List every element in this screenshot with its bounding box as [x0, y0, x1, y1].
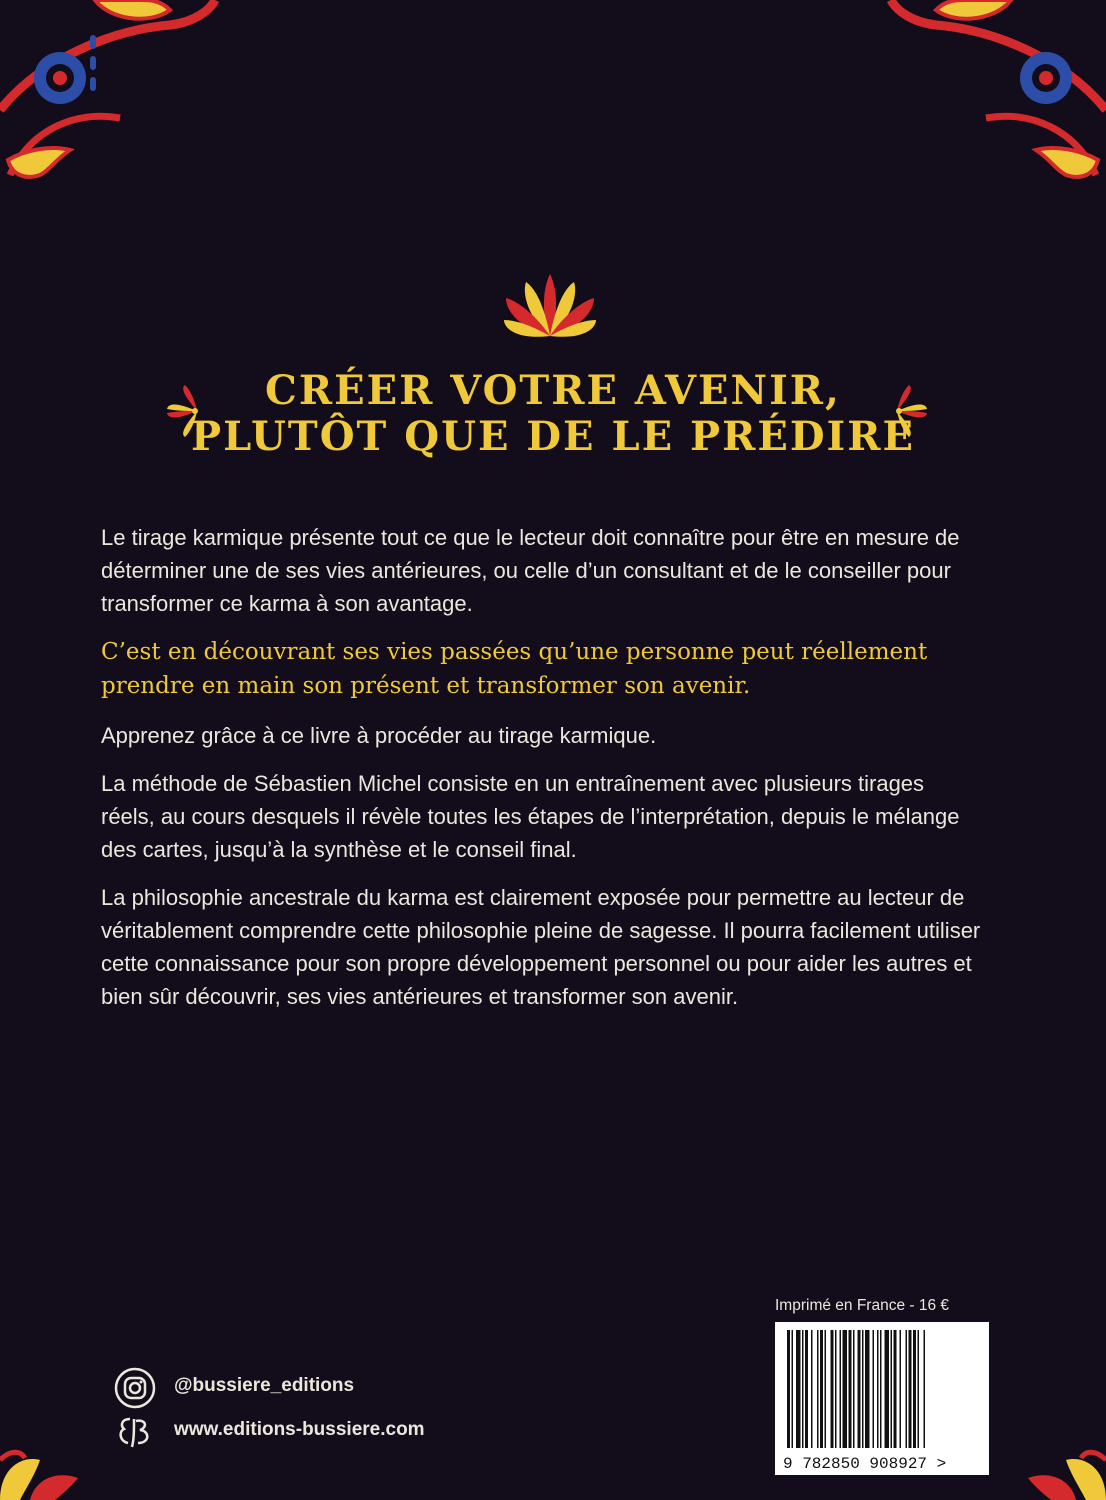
headline-line-2: PLUTÔT QUE DE LE PRÉDIRE: [191, 413, 915, 460]
barcode-bar: [792, 1330, 794, 1448]
barcode-bar: [880, 1330, 882, 1448]
barcode-bar: [877, 1330, 879, 1448]
blurb-philosophy-paragraph: La philosophie ancestrale du karma est clairement exposée pour permettre au lecteur de véritablement comprendre cette philosophie pleine de sagesse. Il pourra facilement utiliser cette connaissance pour son propre développement personnel ou pour aider les autres et bien sûr découvrir, ses vies antérieures et transformer son avenir.: [101, 885, 981, 1009]
barcode-bar: [913, 1330, 916, 1448]
barcode-bar: [853, 1330, 855, 1448]
instagram-handle: @bussiere_editions: [174, 1375, 355, 1396]
publisher-logo-icon: [114, 1411, 156, 1453]
website-url: www.editions-bussiere.com: [174, 1419, 425, 1440]
barcode-bar: [820, 1330, 823, 1448]
instagram-icon: [114, 1367, 156, 1409]
barcode-bar: [849, 1330, 852, 1448]
price-label: Imprimé en France - 16 €: [775, 1297, 950, 1314]
barcode-bar: [906, 1330, 908, 1448]
barcode-bars: [775, 1322, 989, 1475]
fan-flower-ornament-icon: [503, 270, 597, 340]
barcode-bar: [811, 1330, 813, 1448]
barcode-bar: [865, 1330, 870, 1448]
blurb-intro-paragraph: Le tirage karmique présente tout ce que le lecteur doit connaître pour être en mesure de déterminer une de ses vies antérieures, ou celle d’un consultant et de le conseiller pour transformer ce karma à son avantage.: [101, 525, 960, 616]
barcode-bar: [862, 1330, 864, 1448]
barcode-bar: [858, 1330, 861, 1448]
barcode-bar: [924, 1330, 926, 1448]
folk-ornament-top-left-icon: [0, 0, 220, 185]
barcode-bar: [909, 1330, 912, 1448]
isbn-number: 9 782850 908927 >: [783, 1455, 947, 1473]
cover-headline: [150, 368, 956, 460]
barcode-bar: [802, 1330, 804, 1448]
barcode-bar: [894, 1330, 897, 1448]
barcode-bar: [787, 1330, 790, 1448]
folk-ornament-bottom-right-icon: [1026, 1430, 1106, 1500]
barcode-bar: [840, 1330, 842, 1448]
barcode-bar: [900, 1330, 902, 1448]
barcode-bar: [796, 1330, 801, 1448]
barcode-bar: [805, 1330, 808, 1448]
folk-ornament-top-right-icon: [886, 0, 1106, 185]
isbn-barcode: [775, 1322, 989, 1475]
barcode-bar: [885, 1330, 890, 1448]
blurb-method-paragraph: La méthode de Sébastien Michel consiste en un entraînement avec plusieurs tirages réels, au cours desquels il révèle toutes les étapes de l’interprétation, depuis le mélange des cartes, jusqu’à la synthèse et le conseil final.: [101, 771, 960, 862]
barcode-bar: [918, 1330, 920, 1448]
barcode-bar: [891, 1330, 893, 1448]
barcode-bar: [831, 1330, 834, 1448]
barcode-bar: [835, 1330, 837, 1448]
barcode-bar: [817, 1330, 819, 1448]
blurb-text: [101, 521, 981, 1028]
barcode-bar: [843, 1330, 848, 1448]
folk-ornament-bottom-left-icon: [0, 1430, 80, 1500]
barcode-bar: [873, 1330, 875, 1448]
barcode-bar: [825, 1330, 827, 1448]
blurb-highlight-paragraph: C’est en découvrant ses vies passées qu’une personne peut réellement prendre en main son présent et transformer son avenir.: [101, 639, 928, 699]
blurb-learn-paragraph: Apprenez grâce à ce livre à procéder au tirage karmique.: [101, 723, 657, 748]
headline-line-1: CRÉER VOTRE AVENIR,: [265, 367, 841, 414]
